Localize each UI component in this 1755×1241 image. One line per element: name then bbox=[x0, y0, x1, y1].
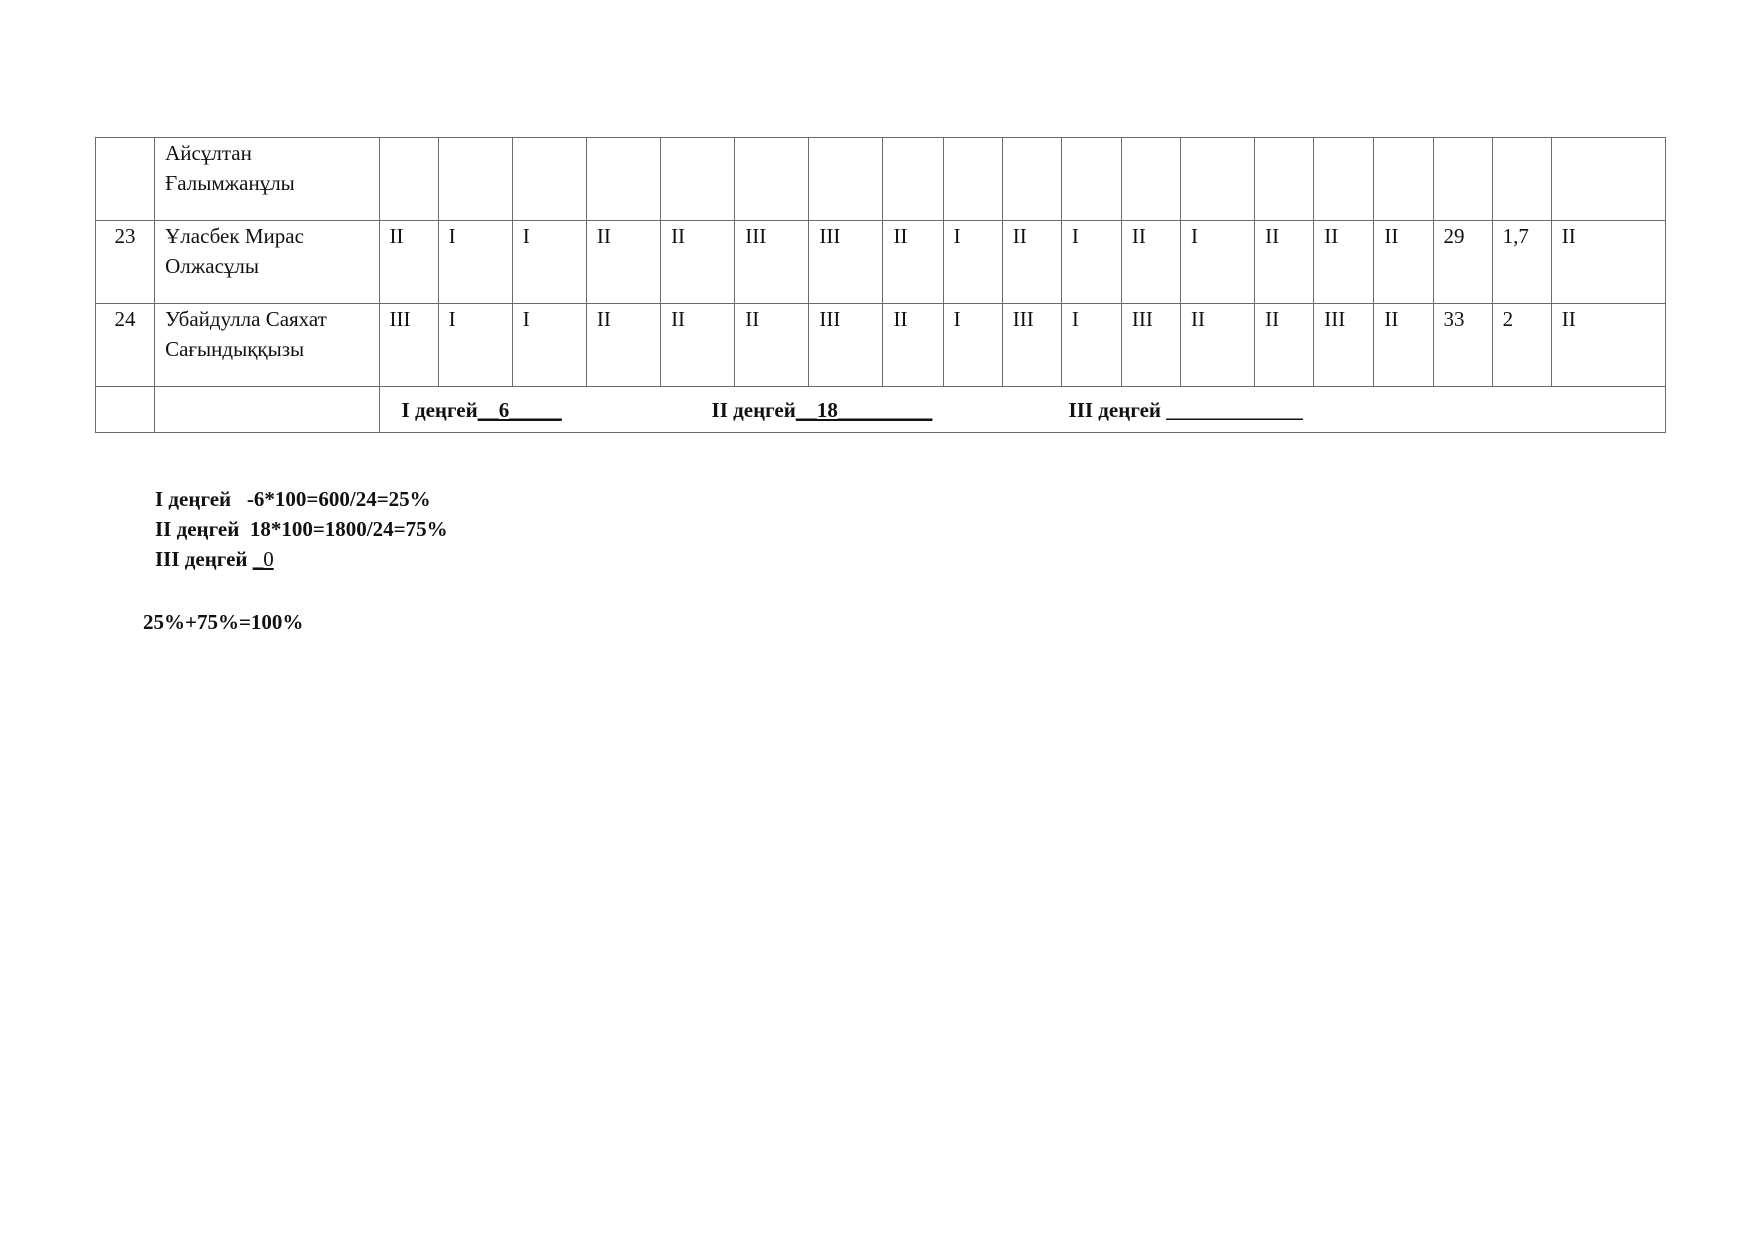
level-cell bbox=[438, 138, 512, 221]
level-cell bbox=[1181, 138, 1255, 221]
student-name-cell: Ұласбек Мирас Олжасұлы bbox=[155, 221, 379, 304]
student-name-cell: Убайдулла Саяхат Сағындыққызы bbox=[155, 304, 379, 387]
level-cell: II bbox=[586, 304, 660, 387]
summary-num-cell bbox=[96, 387, 155, 433]
level2-label: II деңгей bbox=[711, 397, 796, 422]
level1-label: I деңгей bbox=[401, 397, 478, 422]
level-cell: 33 bbox=[1433, 304, 1492, 387]
table-row bbox=[96, 138, 1666, 221]
level-cell: II bbox=[1002, 221, 1061, 304]
level-cell bbox=[1314, 138, 1374, 221]
level-cell: II bbox=[661, 221, 735, 304]
level-cell: II bbox=[735, 304, 809, 387]
level-cell bbox=[735, 138, 809, 221]
level-cell bbox=[809, 138, 883, 221]
level-cell: III bbox=[809, 304, 883, 387]
calc-level3-value: _0 bbox=[252, 547, 274, 571]
table-row bbox=[96, 221, 1666, 304]
level-cell: I bbox=[1061, 221, 1121, 304]
level3-summary bbox=[1069, 395, 1303, 425]
level3-value: _____________ bbox=[1161, 397, 1303, 422]
level-cell bbox=[1551, 138, 1665, 221]
level-cell: 1,7 bbox=[1492, 221, 1551, 304]
level-cell: II bbox=[1314, 221, 1374, 304]
student-name-cell: Айсұлтан Ғалымжанұлы bbox=[155, 138, 379, 221]
level-cell: II bbox=[1551, 221, 1665, 304]
level-cell bbox=[883, 138, 943, 221]
summary-cell bbox=[379, 387, 1665, 433]
row-number-cell: 23 bbox=[96, 221, 155, 304]
level-cell: III bbox=[809, 221, 883, 304]
level-cell: II bbox=[1181, 304, 1255, 387]
level-cell: I bbox=[943, 221, 1002, 304]
level-cell bbox=[1121, 138, 1180, 221]
calc-level1: I деңгей -6*100=600/24=25% bbox=[155, 487, 431, 511]
level-cell: III bbox=[735, 221, 809, 304]
table-row bbox=[96, 304, 1666, 387]
level-cell bbox=[512, 138, 586, 221]
level-cell bbox=[1002, 138, 1061, 221]
calculations-block bbox=[155, 484, 448, 574]
total-line: 25%+75%=100% bbox=[143, 610, 304, 634]
level-cell bbox=[1255, 138, 1314, 221]
level-cell: II bbox=[1374, 304, 1433, 387]
row-number-cell bbox=[96, 138, 155, 221]
level-cell bbox=[586, 138, 660, 221]
summary-row bbox=[96, 387, 1666, 433]
level-cell: I bbox=[438, 221, 512, 304]
calc-level3 bbox=[155, 544, 448, 574]
level-cell: III bbox=[1314, 304, 1374, 387]
summary-name-cell bbox=[155, 387, 379, 433]
level2-summary bbox=[712, 395, 1069, 425]
level1-summary bbox=[402, 395, 712, 425]
level-cell: II bbox=[1255, 221, 1314, 304]
level-cell: II bbox=[1551, 304, 1665, 387]
level-cell bbox=[379, 138, 438, 221]
level-cell: III bbox=[1121, 304, 1180, 387]
level-cell: II bbox=[586, 221, 660, 304]
level1-value: __6_____ bbox=[477, 397, 562, 422]
level-cell bbox=[1061, 138, 1121, 221]
level-cell: 29 bbox=[1433, 221, 1492, 304]
level-cell: I bbox=[1181, 221, 1255, 304]
level-cell: III bbox=[1002, 304, 1061, 387]
level-cell bbox=[943, 138, 1002, 221]
level-cell: II bbox=[1374, 221, 1433, 304]
row-number-cell: 24 bbox=[96, 304, 155, 387]
level-cell: II bbox=[661, 304, 735, 387]
level-cell bbox=[1433, 138, 1492, 221]
level-cell: II bbox=[379, 221, 438, 304]
level-cell: III bbox=[379, 304, 438, 387]
level-cell: II bbox=[1255, 304, 1314, 387]
level-cell: II bbox=[1121, 221, 1180, 304]
level-cell bbox=[661, 138, 735, 221]
level-cell: II bbox=[883, 221, 943, 304]
calc-level3-label: III деңгей bbox=[155, 547, 253, 571]
level2-value: __18_________ bbox=[795, 397, 933, 422]
results-table bbox=[95, 137, 1666, 433]
level-cell: I bbox=[943, 304, 1002, 387]
level-cell: I bbox=[1061, 304, 1121, 387]
level-summary bbox=[380, 395, 1665, 425]
level-cell bbox=[1492, 138, 1551, 221]
table-body bbox=[96, 138, 1666, 433]
level-cell: I bbox=[438, 304, 512, 387]
level-cell bbox=[1374, 138, 1433, 221]
level-cell: II bbox=[883, 304, 943, 387]
level-cell: I bbox=[512, 304, 586, 387]
level-cell: I bbox=[512, 221, 586, 304]
level-cell: 2 bbox=[1492, 304, 1551, 387]
level3-label: III деңгей bbox=[1068, 397, 1162, 422]
calc-level2: II деңгей 18*100=1800/24=75% bbox=[155, 517, 448, 541]
